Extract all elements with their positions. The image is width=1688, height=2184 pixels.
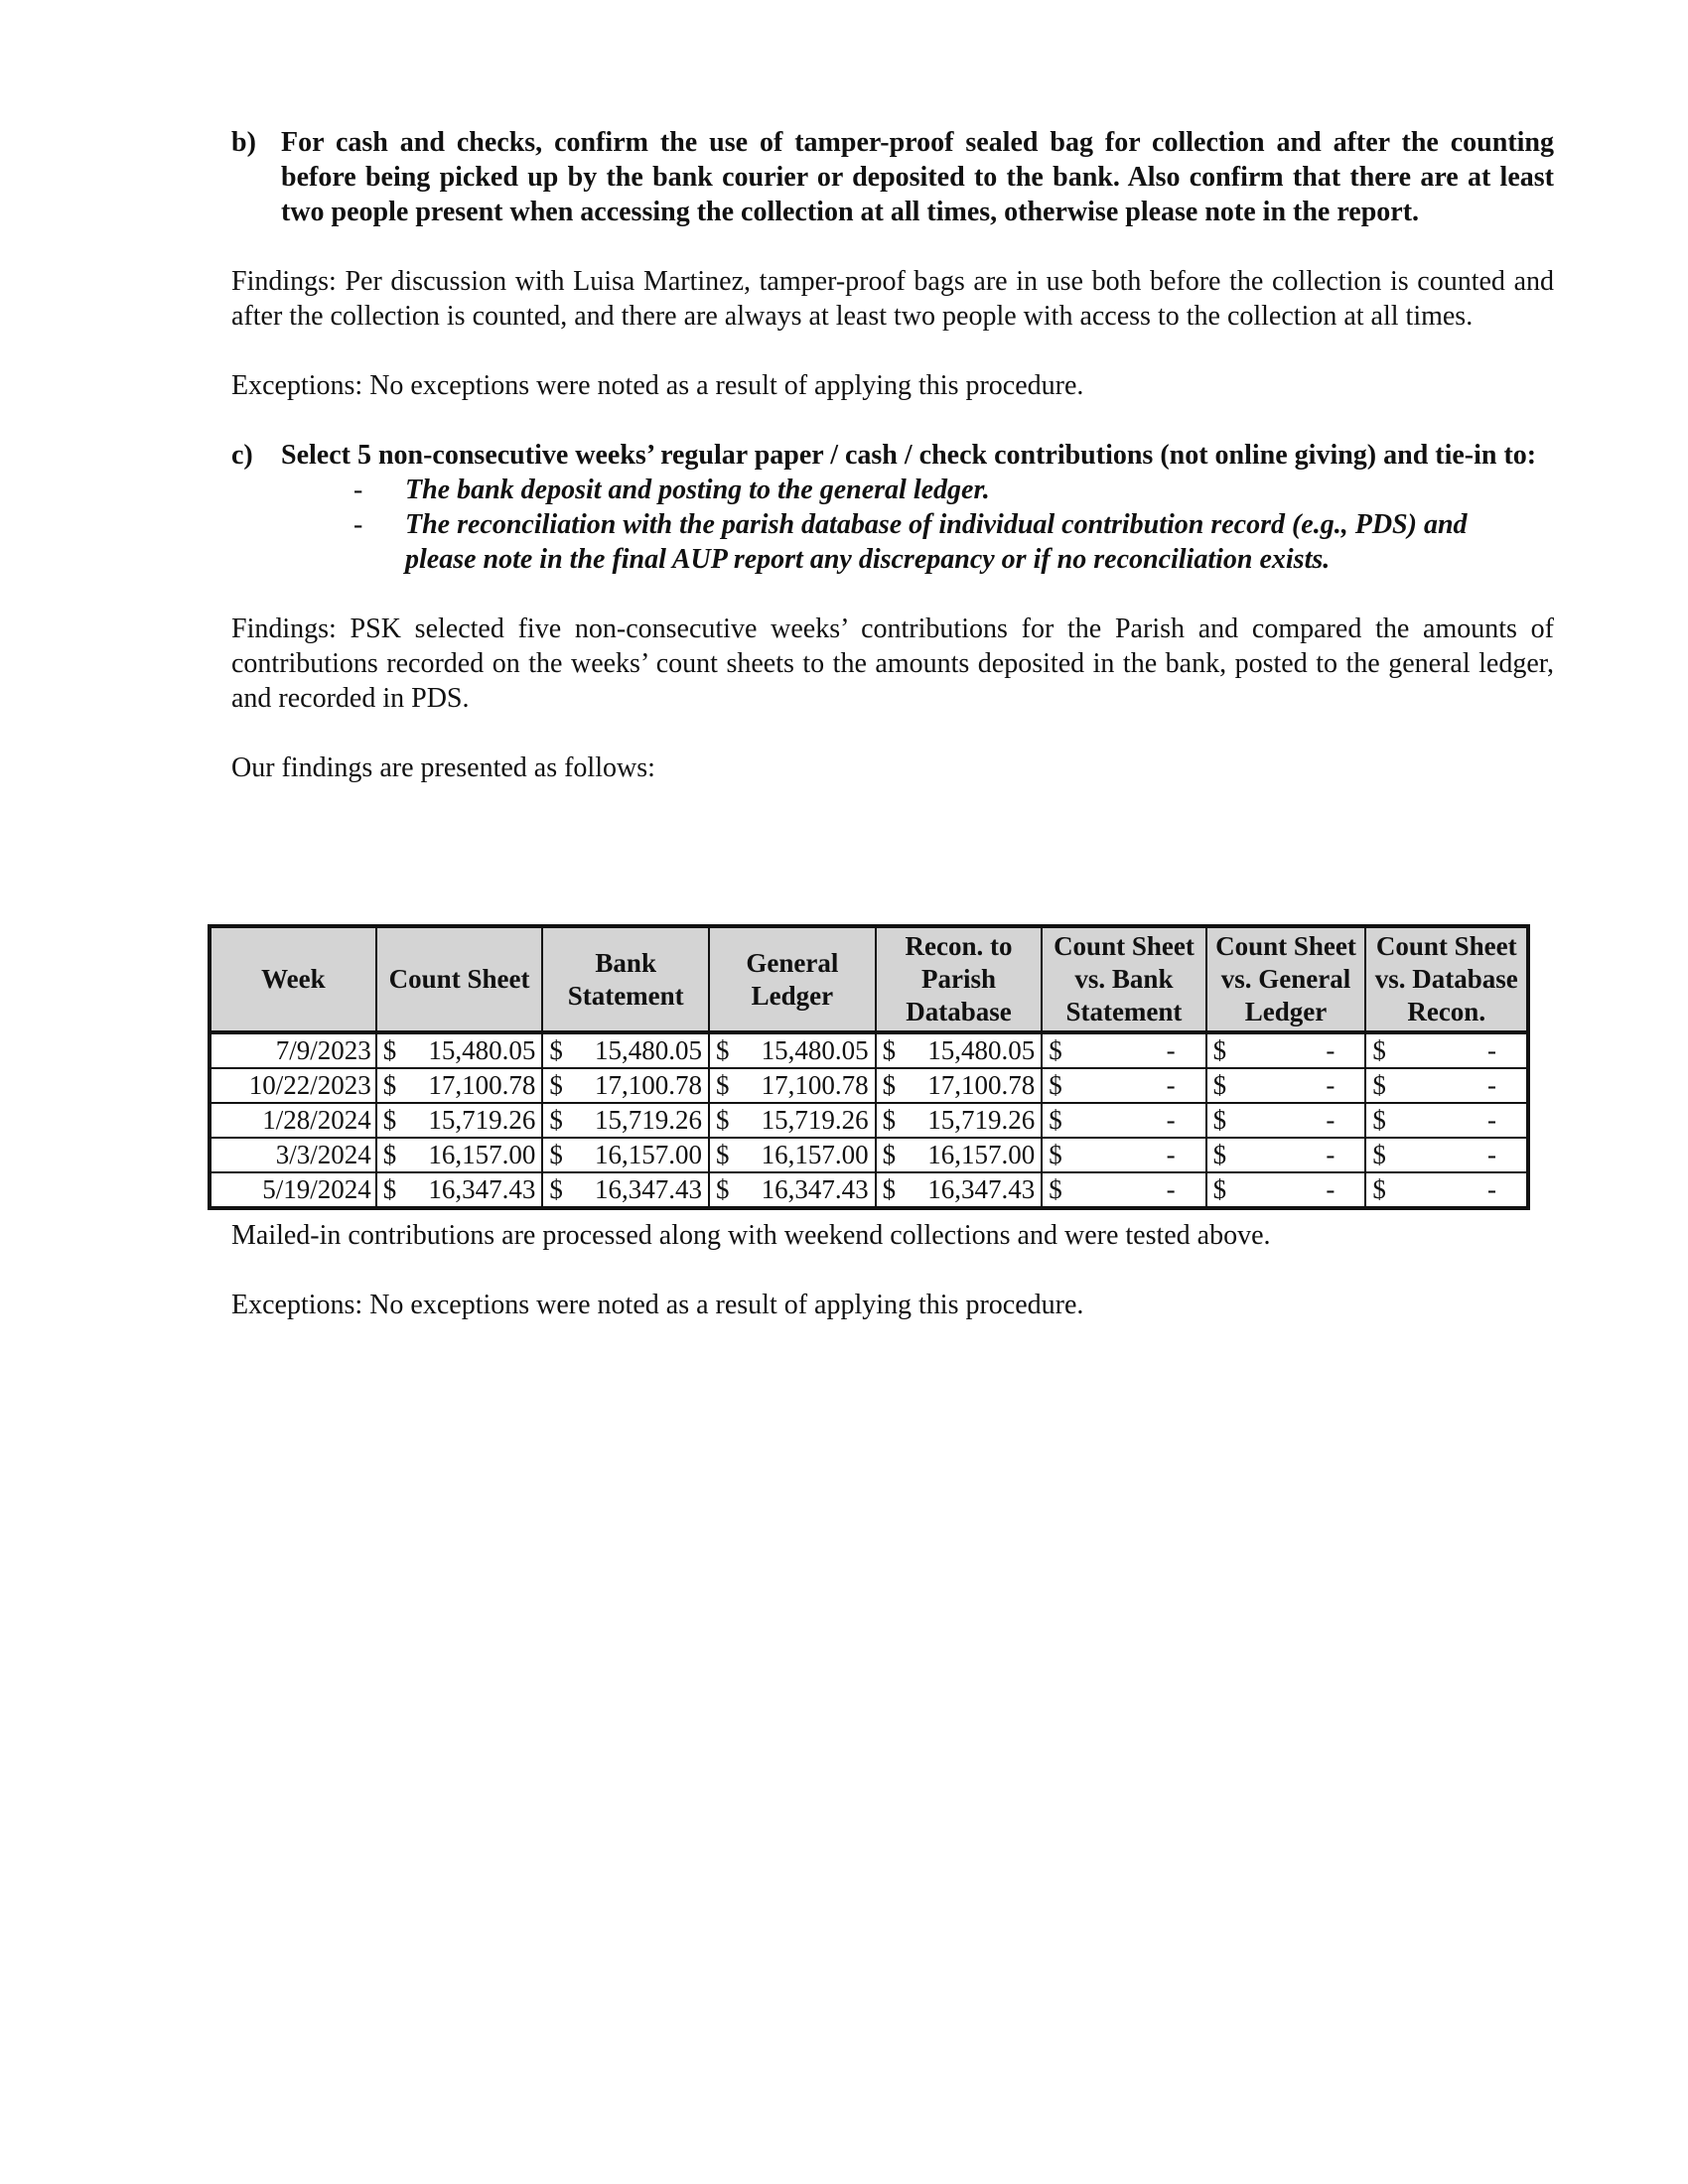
table-row bbox=[210, 1138, 1528, 1172]
amount-value: 15,480.05 bbox=[927, 1035, 1036, 1065]
currency-symbol: $ bbox=[1049, 1035, 1062, 1065]
amount-value: 15,480.05 bbox=[761, 1035, 869, 1065]
amount-cell bbox=[542, 1032, 709, 1068]
week-cell: 3/3/2024 bbox=[210, 1138, 376, 1172]
sub-item-dash: - bbox=[353, 509, 363, 540]
sub-item-reconciliation bbox=[231, 507, 1554, 577]
amount-cell bbox=[542, 1103, 709, 1138]
sub-item-bank-deposit bbox=[231, 473, 1554, 507]
difference-cell bbox=[1206, 1138, 1366, 1172]
amount-value: 16,157.00 bbox=[927, 1140, 1036, 1169]
amount-cell bbox=[376, 1172, 543, 1208]
currency-symbol: $ bbox=[382, 1105, 397, 1135]
amount-cell bbox=[542, 1138, 709, 1172]
difference-cell bbox=[1042, 1032, 1205, 1068]
difference-value: - bbox=[1487, 1070, 1496, 1100]
table-body bbox=[210, 1032, 1528, 1208]
difference-value: - bbox=[1487, 1140, 1496, 1169]
mailed-in-note: Mailed-in contributions are processed along with weekend collections and were tested above. bbox=[231, 1220, 1271, 1251]
difference-value: - bbox=[1326, 1070, 1336, 1100]
difference-value: - bbox=[1166, 1140, 1176, 1169]
amount-value: 15,480.05 bbox=[595, 1035, 703, 1065]
currency-symbol: $ bbox=[1212, 1140, 1227, 1169]
currency-symbol: $ bbox=[716, 1105, 730, 1135]
amount-value: 15,719.26 bbox=[927, 1105, 1036, 1135]
table-row bbox=[210, 1103, 1528, 1138]
sub-item-dash: - bbox=[353, 475, 363, 505]
currency-symbol: $ bbox=[882, 1105, 897, 1135]
week-cell: 10/22/2023 bbox=[210, 1068, 376, 1103]
currency-symbol: $ bbox=[382, 1070, 397, 1100]
currency-symbol: $ bbox=[882, 1070, 897, 1100]
amount-cell bbox=[876, 1172, 1043, 1208]
table-row bbox=[210, 1172, 1528, 1208]
difference-value: - bbox=[1326, 1105, 1336, 1135]
amount-value: 17,100.78 bbox=[927, 1070, 1036, 1100]
amount-value: 15,719.26 bbox=[761, 1105, 869, 1135]
currency-symbol: $ bbox=[1372, 1035, 1386, 1065]
amount-cell bbox=[376, 1103, 543, 1138]
currency-symbol: $ bbox=[1372, 1105, 1386, 1135]
week-cell: 7/9/2023 bbox=[210, 1032, 376, 1068]
amount-value: 16,347.43 bbox=[761, 1174, 869, 1204]
difference-value: - bbox=[1326, 1174, 1336, 1204]
difference-cell bbox=[1206, 1172, 1366, 1208]
procedure-c-marker: c) bbox=[231, 440, 253, 471]
procedure-b-exceptions: Exceptions: No exceptions were noted as a result of applying this procedure. bbox=[231, 370, 1084, 401]
week-cell: 5/19/2024 bbox=[210, 1172, 376, 1208]
amount-cell bbox=[709, 1138, 876, 1172]
amount-cell bbox=[709, 1068, 876, 1103]
amount-value: 16,347.43 bbox=[595, 1174, 703, 1204]
currency-symbol: $ bbox=[1372, 1140, 1386, 1169]
difference-cell bbox=[1206, 1103, 1366, 1138]
amount-value: 16,157.00 bbox=[761, 1140, 869, 1169]
findings-intro: Our findings are presented as follows: bbox=[231, 752, 655, 783]
amount-value: 17,100.78 bbox=[761, 1070, 869, 1100]
difference-cell bbox=[1206, 1068, 1366, 1103]
currency-symbol: $ bbox=[882, 1035, 897, 1065]
difference-value: - bbox=[1166, 1174, 1176, 1204]
amount-value: 15,480.05 bbox=[428, 1035, 536, 1065]
currency-symbol: $ bbox=[1212, 1035, 1227, 1065]
currency-symbol: $ bbox=[1372, 1070, 1386, 1100]
amount-cell bbox=[709, 1103, 876, 1138]
currency-symbol: $ bbox=[1049, 1140, 1062, 1169]
sub-item-text: The reconciliation with the parish database of individual contribution record (e.g., PDS) and please note in the final AUP report any discrepancy or if no reconciliation exists. bbox=[405, 509, 1468, 575]
findings-table bbox=[208, 924, 1530, 1210]
currency-symbol: $ bbox=[382, 1174, 397, 1204]
amount-cell bbox=[709, 1032, 876, 1068]
difference-cell bbox=[1365, 1068, 1528, 1103]
col-header-cs-vs-bank: Count Sheet vs. Bank Statement bbox=[1042, 926, 1205, 1032]
procedure-c-exceptions: Exceptions: No exceptions were noted as a result of applying this procedure. bbox=[231, 1290, 1084, 1320]
procedure-c-text: Select 5 non-consecutive weeks’ regular paper / cash / check contributions (not online giving) and tie-in to: bbox=[281, 440, 1537, 471]
currency-symbol: $ bbox=[549, 1070, 563, 1100]
currency-symbol: $ bbox=[1212, 1070, 1227, 1100]
currency-symbol: $ bbox=[1372, 1174, 1386, 1204]
currency-symbol: $ bbox=[549, 1035, 563, 1065]
currency-symbol: $ bbox=[716, 1070, 730, 1100]
amount-cell bbox=[876, 1103, 1043, 1138]
currency-symbol: $ bbox=[882, 1140, 897, 1169]
difference-cell bbox=[1206, 1032, 1366, 1068]
procedure-c-findings: Findings: PSK selected five non-consecutive weeks’ contributions for the Parish and compared the amounts of contributions recorded on the weeks’ count sheets to the amounts deposited in the bank, posted to the general ledger, and recorded in PDS. bbox=[231, 614, 1554, 714]
procedure-b-findings: Findings: Per discussion with Luisa Martinez, tamper-proof bags are in use both before the collection is counted and after the collection is counted, and there are always at least two people with access to the collection at all times. bbox=[231, 266, 1554, 332]
amount-value: 16,347.43 bbox=[927, 1174, 1036, 1204]
col-header-week: Week bbox=[210, 926, 376, 1032]
difference-value: - bbox=[1487, 1035, 1496, 1065]
amount-cell bbox=[376, 1138, 543, 1172]
sub-item-text: The bank deposit and posting to the general ledger. bbox=[405, 475, 990, 505]
difference-value: - bbox=[1487, 1174, 1496, 1204]
currency-symbol: $ bbox=[1049, 1174, 1062, 1204]
difference-cell bbox=[1042, 1068, 1205, 1103]
col-header-cs-vs-recon: Count Sheet vs. Database Recon. bbox=[1365, 926, 1528, 1032]
difference-value: - bbox=[1166, 1070, 1176, 1100]
currency-symbol: $ bbox=[549, 1140, 563, 1169]
procedure-c bbox=[231, 438, 1554, 473]
currency-symbol: $ bbox=[1049, 1070, 1062, 1100]
amount-cell bbox=[709, 1172, 876, 1208]
col-header-recon-parish-db: Recon. to Parish Database bbox=[876, 926, 1043, 1032]
currency-symbol: $ bbox=[382, 1035, 397, 1065]
currency-symbol: $ bbox=[882, 1174, 897, 1204]
amount-value: 16,157.00 bbox=[595, 1140, 703, 1169]
currency-symbol: $ bbox=[716, 1035, 730, 1065]
difference-cell bbox=[1042, 1138, 1205, 1172]
procedure-b-text: For cash and checks, confirm the use of tamper-proof sealed bag for collection and after the counting before being picked up by the bank courier or deposited to the bank. Also confirm that there are at least two people present when accessing the collection at all times, otherwise please note in the report. bbox=[281, 127, 1554, 227]
amount-cell bbox=[876, 1032, 1043, 1068]
difference-cell bbox=[1365, 1138, 1528, 1172]
col-header-count-sheet: Count Sheet bbox=[376, 926, 543, 1032]
amount-value: 16,157.00 bbox=[428, 1140, 536, 1169]
week-cell: 1/28/2024 bbox=[210, 1103, 376, 1138]
difference-value: - bbox=[1166, 1105, 1176, 1135]
currency-symbol: $ bbox=[1049, 1105, 1062, 1135]
difference-value: - bbox=[1326, 1035, 1336, 1065]
document-page bbox=[231, 125, 1554, 1320]
difference-cell bbox=[1365, 1103, 1528, 1138]
difference-value: - bbox=[1487, 1105, 1496, 1135]
amount-cell bbox=[876, 1138, 1043, 1172]
difference-cell bbox=[1365, 1172, 1528, 1208]
amount-value: 15,719.26 bbox=[595, 1105, 703, 1135]
currency-symbol: $ bbox=[1212, 1105, 1227, 1135]
amount-value: 15,719.26 bbox=[428, 1105, 536, 1135]
procedure-b-marker: b) bbox=[231, 127, 256, 158]
currency-symbol: $ bbox=[716, 1174, 730, 1204]
amount-cell bbox=[876, 1068, 1043, 1103]
difference-cell bbox=[1365, 1032, 1528, 1068]
difference-cell bbox=[1042, 1172, 1205, 1208]
amount-cell bbox=[376, 1032, 543, 1068]
difference-value: - bbox=[1166, 1035, 1176, 1065]
col-header-cs-vs-ledger: Count Sheet vs. General Ledger bbox=[1206, 926, 1366, 1032]
table-row bbox=[210, 1032, 1528, 1068]
procedure-b bbox=[231, 125, 1554, 229]
amount-value: 17,100.78 bbox=[595, 1070, 703, 1100]
amount-cell bbox=[542, 1068, 709, 1103]
col-header-general-ledger: General Ledger bbox=[709, 926, 876, 1032]
currency-symbol: $ bbox=[549, 1105, 563, 1135]
amount-cell bbox=[542, 1172, 709, 1208]
col-header-bank-statement: Bank Statement bbox=[542, 926, 709, 1032]
currency-symbol: $ bbox=[549, 1174, 563, 1204]
amount-value: 16,347.43 bbox=[428, 1174, 536, 1204]
table-row bbox=[210, 1068, 1528, 1103]
difference-cell bbox=[1042, 1103, 1205, 1138]
currency-symbol: $ bbox=[382, 1140, 397, 1169]
difference-value: - bbox=[1326, 1140, 1336, 1169]
table-header-row bbox=[210, 926, 1528, 1032]
currency-symbol: $ bbox=[1212, 1174, 1227, 1204]
currency-symbol: $ bbox=[716, 1140, 730, 1169]
procedure-c-sub-list bbox=[231, 473, 1554, 577]
amount-cell bbox=[376, 1068, 543, 1103]
amount-value: 17,100.78 bbox=[428, 1070, 536, 1100]
